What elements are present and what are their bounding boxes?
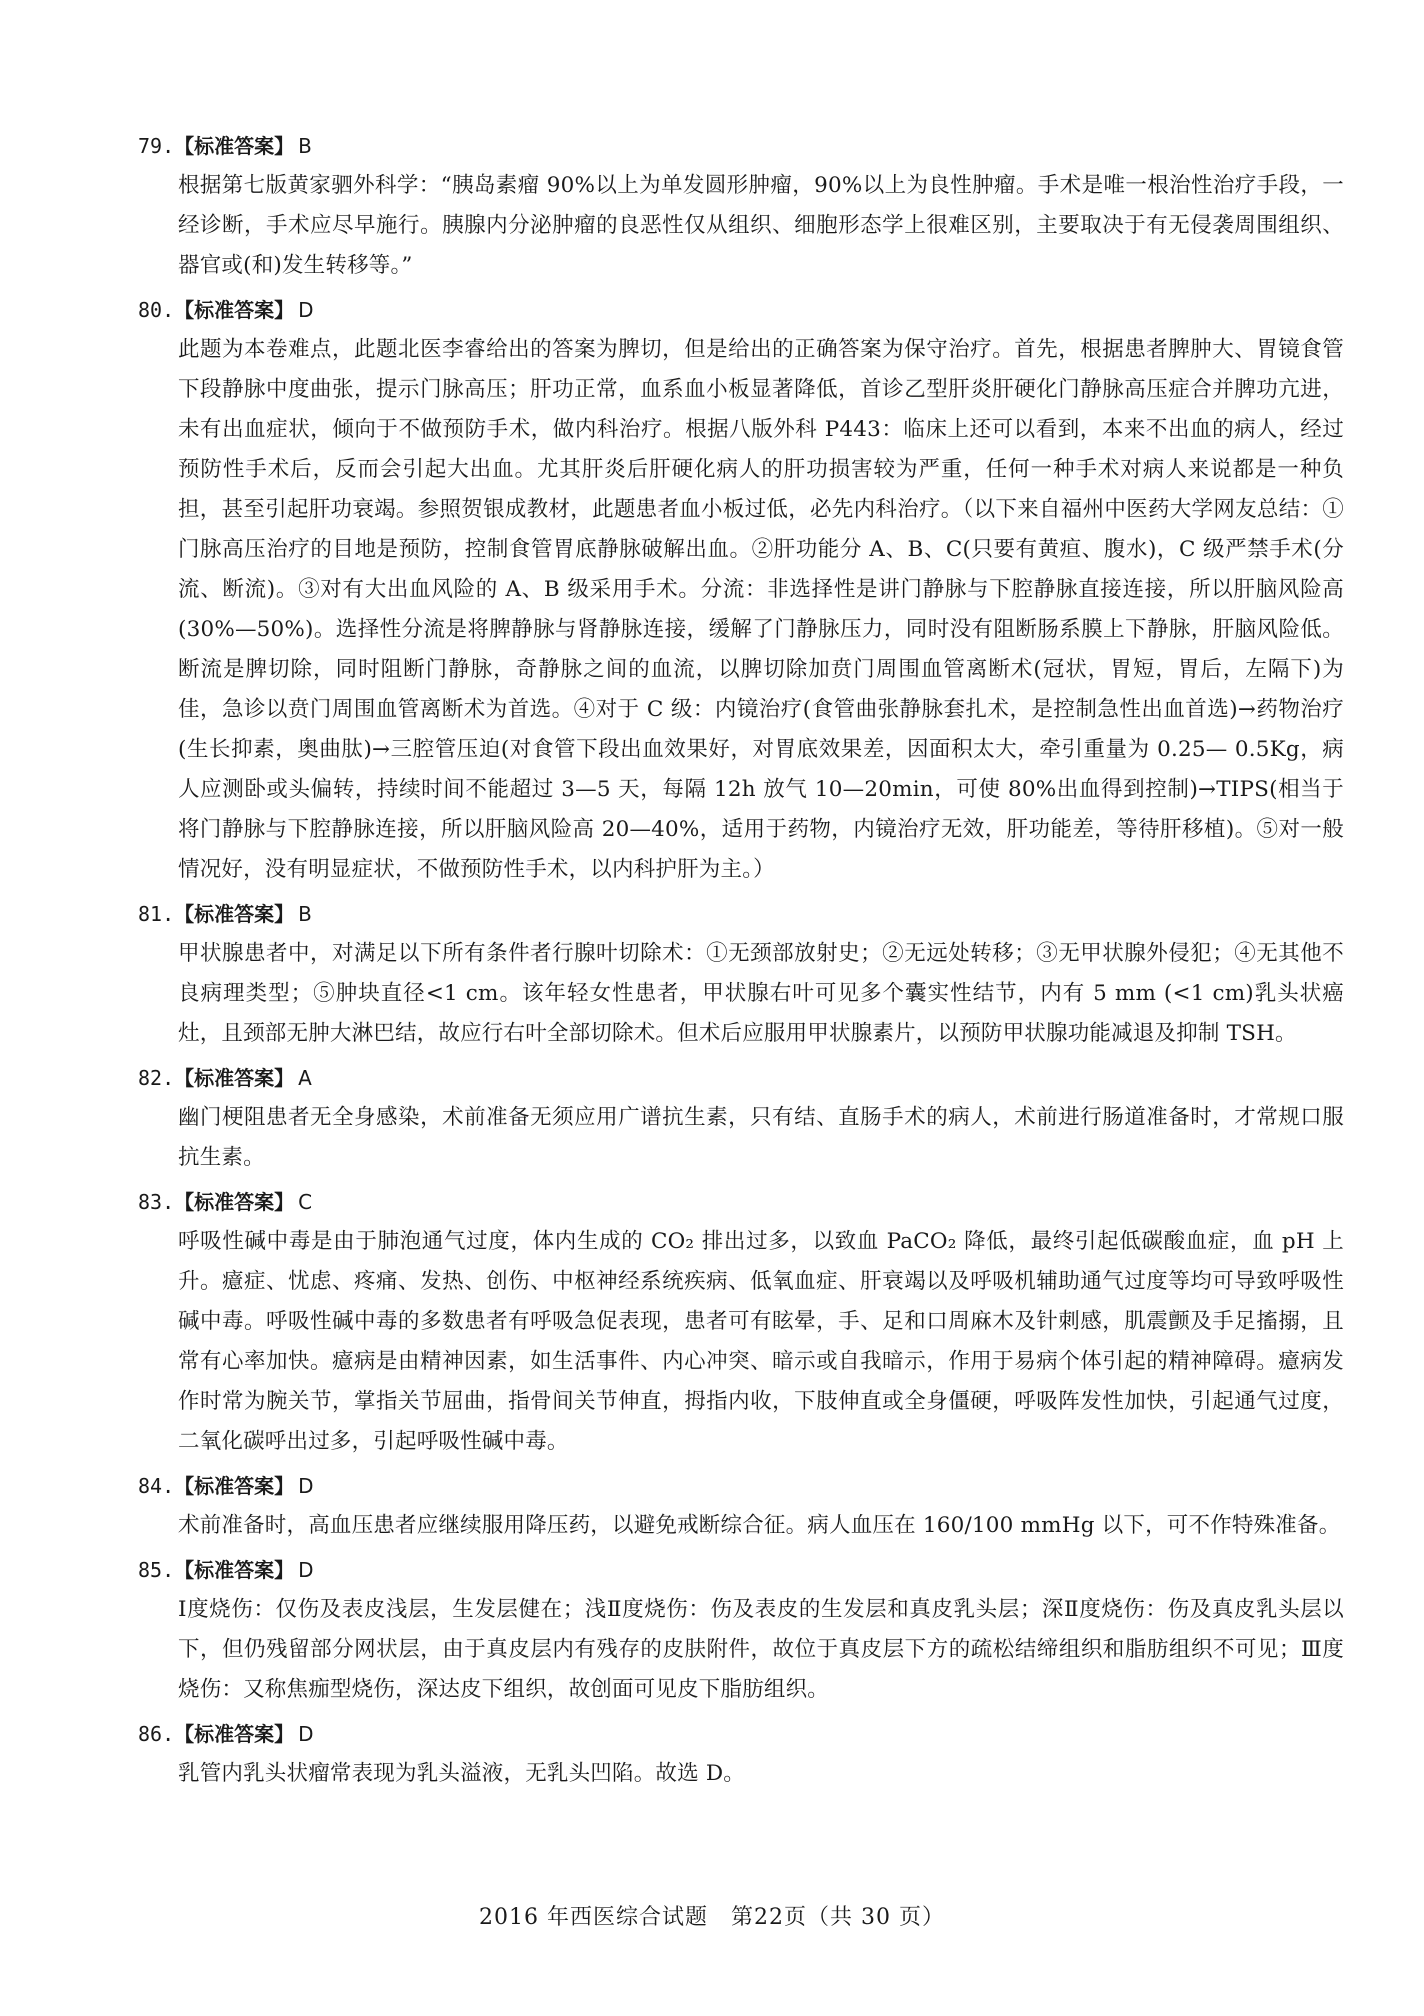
answer-label: 【标准答案】	[174, 1558, 295, 1582]
explanation-text: 此题为本卷难点，此题北医李睿给出的答案为脾切，但是给出的正确答案为保守治疗。首先，根据患者脾肿大、胃镜食管下段静脉中度曲张，提示门脉高压；肝功正常，血系血小板显著降低，首诊乙型肝炎肝硬化门静脉高压症合并脾功亢进，未有出血症状，倾向于不做预防手术，做内科治疗。根据八版外科 P443：临床上还可以看到，本来不出血的病人，经过预防性手术后，反而会引起大出血。尤其肝炎后肝硬化病人的肝功损害较为严重，任何一种手术对病人来说都是一种负担，甚至引起肝功衰竭。参照贺银成教材，此题患者血小板过低，必先内科治疗。（以下来自福州中医药大学网友总结：①门脉高压治疗的目地是预防，控制食管胃底静脉破解出血。②肝功能分 A、B、C(只要有黄疸、腹水)，C 级严禁手术(分流、断流)。③对有大出血风险的 A、B 级采用手术。分流：非选择性是讲门静脉与下腔静脉直接连接，所以肝脑风险高(30%—50%)。选择性分流是将脾静脉与肾静脉连接，缓解了门静脉压力，同时没有阻断肠系膜上下静脉，肝脑风险低。断流是脾切除，同时阻断门静脉，奇静脉之间的血流，以脾切除加贲门周围血管离断术(冠状，胃短，胃后，左隔下)为佳，急诊以贲门周围血管离断术为首选。④对于 C 级：内镜治疗(食管曲张静脉套扎术，是控制急性出血首选)→药物治疗(生长抑素，奥曲肽)→三腔管压迫(对食管下段出血效果好，对胃底效果差，因面积太大，牵引重量为 0.25— 0.5Kg，病人应测卧或头偏转，持续时间不能超过 3—5 天，每隔 12h 放气 10—20min，可使 80%出血得到控制)→TIPS(相当于将门静脉与下腔静脉连接，所以肝脑风险高 20—40%，适用于药物，内镜治疗无效，肝功能差，等待肝移植)。⑤对一般情况好，没有明显症状，不做预防性手术，以内科护肝为主。）	[178, 337, 1344, 882]
answer-label: 【标准答案】	[174, 134, 295, 158]
explanation-text: 幽门梗阻患者无全身感染，术前准备无须应用广谱抗生素，只有结、直肠手术的病人，术前进行肠道准备时，才常规口服抗生素。	[178, 1105, 1344, 1170]
question-number: 83.	[138, 1190, 175, 1214]
question-number: 85.	[138, 1558, 175, 1582]
answer-item	[138, 126, 1344, 286]
answer-label: 【标准答案】	[174, 1066, 295, 1090]
question-header	[138, 894, 1344, 934]
answer-item	[138, 1466, 1344, 1546]
question-number: 84.	[138, 1474, 175, 1498]
answer-choice: D	[298, 298, 314, 322]
explanation-text: 根据第七版黄家驷外科学：“胰岛素瘤 90%以上为单发圆形肿瘤，90%以上为良性肿瘤。手术是唯一根治性治疗手段，一经诊断，手术应尽早施行。胰腺内分泌肿瘤的良恶性仅从组织、细胞形态学上很难区别，主要取决于有无侵袭周围组织、器官或(和)发生转移等。”	[178, 173, 1344, 278]
question-header	[138, 1714, 1344, 1754]
question-header	[138, 1182, 1344, 1222]
answer-list	[138, 126, 1344, 1794]
answer-choice: B	[298, 134, 312, 158]
answer-label: 【标准答案】	[174, 1190, 295, 1214]
answer-choice: D	[298, 1558, 314, 1582]
explanation-text: 甲状腺患者中，对满足以下所有条件者行腺叶切除术：①无颈部放射史；②无远处转移；③无甲状腺外侵犯；④无其他不良病理类型；⑤肿块直径<1 cm。该年轻女性患者，甲状腺右叶可见多个囊实性结节，内有 5 mm (<1 cm)乳头状癌灶，且颈部无肿大淋巴结，故应行右叶全部切除术。但术后应服用甲状腺素片，以预防甲状腺功能减退及抑制 TSH。	[178, 941, 1344, 1046]
answer-item	[138, 1714, 1344, 1794]
answer-choice: B	[298, 902, 312, 926]
answer-choice: C	[298, 1190, 313, 1214]
question-header	[138, 290, 1344, 330]
question-number: 86.	[138, 1722, 175, 1746]
answer-item	[138, 1550, 1344, 1710]
explanation-text: Ⅰ度烧伤：仅伤及表皮浅层，生发层健在；浅Ⅱ度烧伤：伤及表皮的生发层和真皮乳头层；深Ⅱ度烧伤：伤及真皮乳头层以下，但仍残留部分网状层，由于真皮层内有残存的皮肤附件，故位于真皮层下方的疏松结缔组织和脂肪组织不可见；Ⅲ度烧伤：又称焦痂型烧伤，深达皮下组织，故创面可见皮下脂肪组织。	[178, 1597, 1344, 1702]
question-number: 79.	[138, 134, 175, 158]
question-number: 81.	[138, 902, 175, 926]
answer-choice: A	[298, 1066, 312, 1090]
question-header	[138, 1058, 1344, 1098]
explanation-text: 呼吸性碱中毒是由于肺泡通气过度，体内生成的 CO₂ 排出过多，以致血 PaCO₂ 降低，最终引起低碳酸血症，血 pH 上升。癔症、忧虑、疼痛、发热、创伤、中枢神经系统疾病、低氧血症、肝衰竭以及呼吸机辅助通气过度等均可导致呼吸性碱中毒。呼吸性碱中毒的多数患者有呼吸急促表现，患者可有眩晕，手、足和口周麻木及针刺感，肌震颤及手足搐搦，且常有心率加快。癔病是由精神因素，如生活事件、内心冲突、暗示或自我暗示，作用于易病个体引起的精神障碍。癔病发作时常为腕关节，掌指关节屈曲，指骨间关节伸直，拇指内收，下肢伸直或全身僵硬，呼吸阵发性加快，引起通气过度，二氧化碳呼出过多，引起呼吸性碱中毒。	[178, 1229, 1344, 1454]
answer-item	[138, 1182, 1344, 1462]
question-header	[138, 1550, 1344, 1590]
answer-label: 【标准答案】	[174, 1474, 295, 1498]
question-number: 82.	[138, 1066, 175, 1090]
answer-item	[138, 290, 1344, 890]
answer-label: 【标准答案】	[174, 902, 295, 926]
explanation-text: 术前准备时，高血压患者应继续服用降压药，以避免戒断综合征。病人血压在 160/100 mmHg 以下，可不作特殊准备。	[178, 1513, 1341, 1538]
question-header	[138, 126, 1344, 166]
question-number: 80.	[138, 298, 175, 322]
answer-item	[138, 894, 1344, 1054]
answer-choice: D	[298, 1722, 314, 1746]
answer-label: 【标准答案】	[174, 1722, 295, 1746]
answer-choice: D	[298, 1474, 314, 1498]
answer-label: 【标准答案】	[174, 298, 295, 322]
answer-item	[138, 1058, 1344, 1178]
explanation-text: 乳管内乳头状瘤常表现为乳头溢液，无乳头凹陷。故选 D。	[178, 1761, 745, 1786]
page-footer: 2016 年西医综合试题 第22页（共 30 页）	[479, 1905, 945, 1930]
question-header	[138, 1466, 1344, 1506]
